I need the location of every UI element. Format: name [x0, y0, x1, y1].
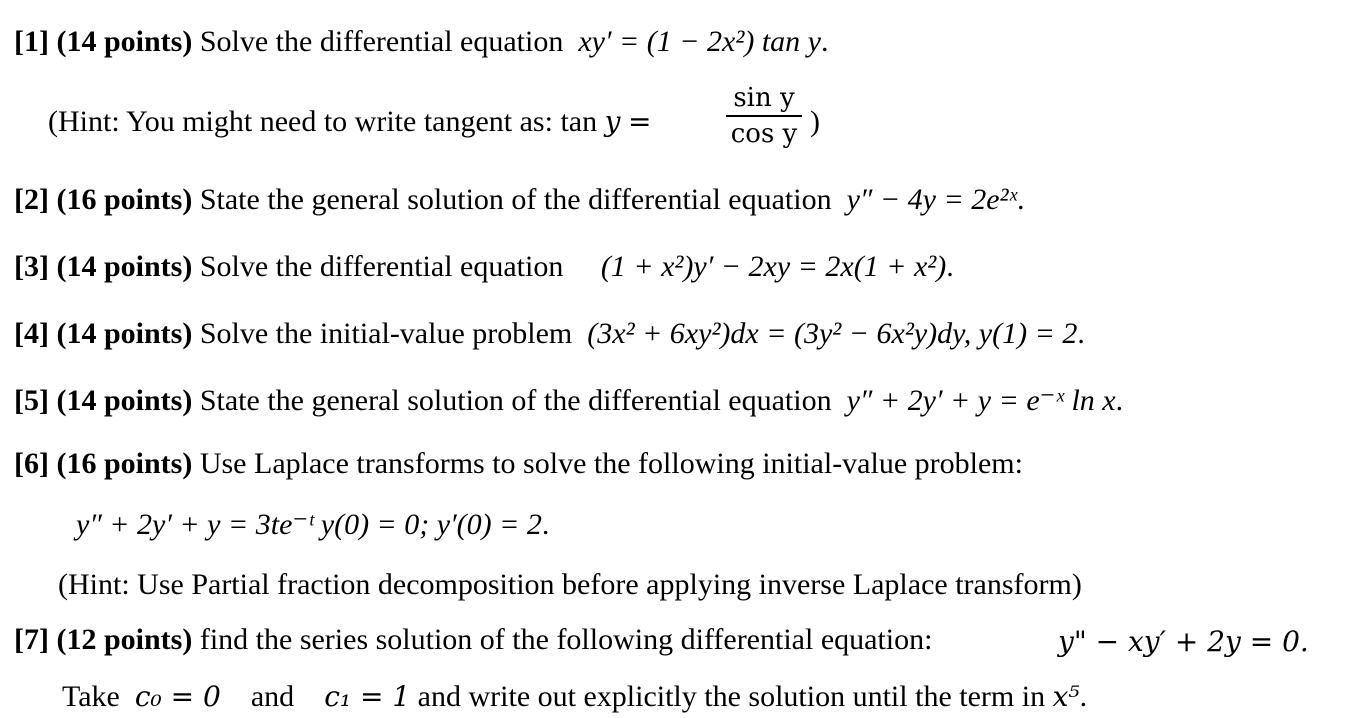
problem-6-hint-text: (Hint: Use Partial fraction decomposition before applying inverse Laplace transform): [58, 568, 1082, 601]
hint-1-close-paren: ): [810, 105, 820, 138]
problem-3-text: Solve the differential equation: [199, 250, 564, 283]
hint-1-var: y: [604, 105, 621, 138]
problem-3-points: (14 points): [56, 250, 193, 283]
problem-7-points: (12 points): [56, 623, 193, 656]
problem-7-equation: y" − xy′ + 2y = 0.: [1058, 625, 1309, 658]
problem-6-text: Use Laplace transforms to solve the following initial-value problem:: [199, 447, 1023, 480]
problem-6: [14, 449, 1023, 479]
problem-7-line2: [62, 682, 1087, 712]
hint-1-prefix: (Hint: You might need to write tangent as: tan: [48, 105, 598, 138]
problem-1-equation: xy′ = (1 − 2x²) tan y: [578, 25, 821, 58]
problem-1-points: (14 points): [56, 25, 193, 58]
problem-2: [14, 185, 1024, 215]
problem-3-end: .: [946, 250, 954, 283]
problem-6-equation-line: [76, 510, 549, 540]
problem-7: [14, 625, 932, 655]
problem-6-hint: [58, 570, 1082, 600]
problem-7-equation-wrap: [1058, 627, 1309, 657]
problem-7-tag: [7]: [14, 623, 49, 656]
problem-7-and: and: [250, 680, 295, 713]
problem-7-text: find the series solution of the following differential equation:: [199, 623, 933, 656]
problem-7-take: Take: [62, 680, 120, 713]
problem-7-last-term: x⁵: [1052, 680, 1080, 713]
hint-1-denominator: cos y: [730, 119, 798, 149]
problem-4-tag: [4]: [14, 317, 49, 350]
problem-3-equation: (1 + x²)y′ − 2xy = 2x(1 + x²): [600, 250, 947, 283]
problem-5-text: State the general solution of the differential equation: [199, 384, 832, 417]
hint-1-close: [810, 107, 820, 137]
problem-2-points: (16 points): [56, 183, 193, 216]
problem-4-end: .: [1077, 317, 1085, 350]
problem-4-points: (14 points): [56, 317, 193, 350]
problem-2-tag: [2]: [14, 183, 49, 216]
hint-1-fraction: [726, 85, 802, 147]
hint-1-equals: =: [627, 105, 652, 138]
problem-3-tag: [3]: [14, 250, 49, 283]
problem-3: [14, 252, 954, 282]
problem-5-end: .: [1115, 384, 1124, 417]
problem-5-points: (14 points): [56, 384, 193, 417]
problem-6-tag: [6]: [14, 447, 49, 480]
problem-6-end: .: [541, 508, 550, 541]
problem-2-end: .: [1016, 183, 1025, 216]
problem-6-points: (16 points): [56, 447, 193, 480]
problem-1-text: Solve the differential equation: [199, 25, 564, 58]
problem-2-text: State the general solution of the differential equation: [199, 183, 832, 216]
hint-1-numerator: sin y: [733, 83, 795, 113]
problem-7-c0: c₀ = 0: [134, 680, 221, 713]
problem-1-hint: [48, 107, 651, 137]
problem-5: [14, 386, 1123, 416]
problem-5-equation: y″ + 2y′ + y = e⁻ˣ ln x: [846, 384, 1116, 417]
problem-1-end: .: [820, 25, 829, 58]
problem-4: [14, 319, 1085, 349]
problem-2-equation: y″ − 4y = 2e²ˣ: [846, 183, 1017, 216]
problem-5-tag: [5]: [14, 384, 49, 417]
problem-1-tag: [1]: [14, 25, 49, 58]
problem-4-text: Solve the initial-value problem: [199, 317, 573, 350]
problem-7-rest: and write out explicitly the solution until the term in: [417, 680, 1046, 713]
problem-7-end: .: [1079, 680, 1088, 713]
problem-7-c1: c₁ = 1: [324, 680, 411, 713]
problem-1: [14, 27, 828, 57]
problem-6-equation: y″ + 2y′ + y = 3te⁻ᵗ y(0) = 0; y′(0) = 2: [76, 508, 542, 541]
problem-4-equation: (3x² + 6xy²)dx = (3y² − 6x²y)dy, y(1) = 2: [587, 317, 1078, 350]
